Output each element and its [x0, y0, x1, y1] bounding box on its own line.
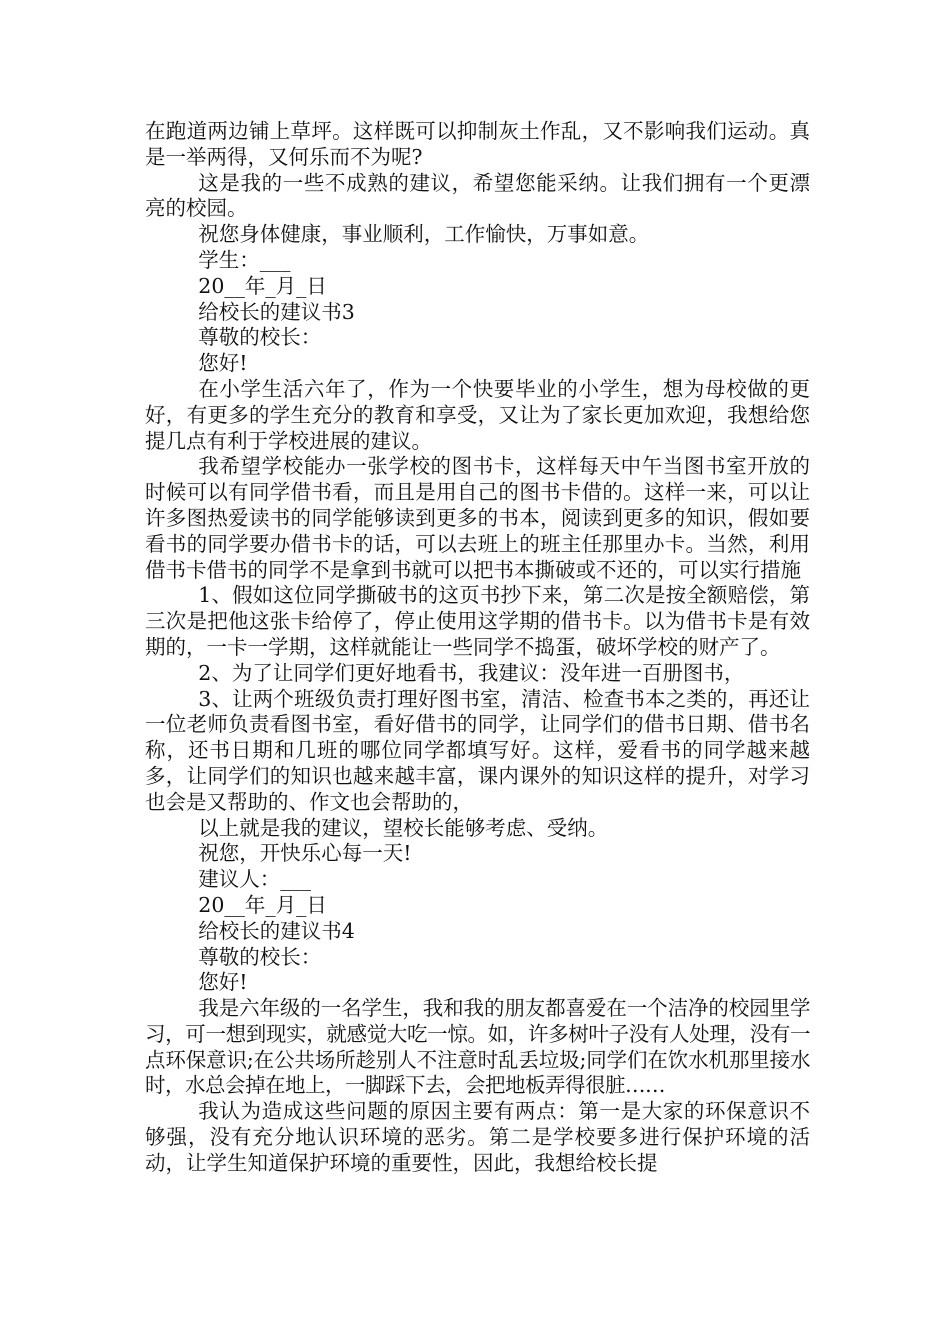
salutation-2: 尊敬的校长：: [198, 944, 322, 969]
paragraph-problems: 我是六年级的一名学生，我和我的朋友都喜爱在一个洁净的校园里学习，可一想到现实，就感觉大吃一惊。如，许多树叶子没有人处理，没有一点环保意识;在公共场所趁别人不注意时乱丢垃圾;同学们在饮水机那里接水时，水总会掉在地上，一脚踩下去，会把地板弄得很脏……: [145, 996, 810, 1098]
paragraph-wishes-2: 祝您，开快乐心每一天!: [198, 841, 412, 866]
document-body: [145, 119, 810, 1177]
greeting: 您好!: [198, 351, 248, 376]
paragraph-measure-3: 3、让两个班级负责打理好图书室，清洁、检查书本之类的，再还让一位老师负责看图书室，看好借书的同学，让同学们的借书日期、借书名称，还书日期和几班的哪位同学都填写好。这样，爱看书的同学越来越多，让同学们的知识也越来越丰富，课内课外的知识这样的提升，对学习也会是又帮助的、作文也会帮助的，: [145, 686, 810, 814]
letter-title-3: 给校长的建议书3: [198, 299, 355, 324]
signature-student: 学生：___: [198, 247, 291, 272]
paragraph-library-card: 我希望学校能办一张学校的图书卡，这样每天中午当图书室开放的时候可以有同学借书看，而且是用自己的图书卡借的。这样一来，可以让许多图热爱读书的同学能够读到更多的书本，阅读到更多的知识，假如要看书的同学要办借书卡的话，可以去班上的班主任那里办卡。当然，利用借书卡借书的同学不是拿到书就可以把书本撕破或不还的，可以实行措施: [145, 454, 810, 582]
salutation: 尊敬的校长：: [198, 325, 322, 350]
paragraph-measure-1: 1、假如这位同学撕破书的这页书抄下来，第二次是按全额赔偿，第三次是把他这张卡给停了，停止使用这学期的借书卡。以为借书卡是有效期的，一卡一学期，这样就能让一些同学不捣蛋，破坏学校的财产了。: [145, 583, 810, 659]
paragraph-wishes: 祝您身体健康，事业顺利，工作愉快，万事如意。: [198, 222, 650, 247]
paragraph-continuation: 在跑道两边铺上草坪。这样既可以抑制灰土作乱，又不影响我们运动。真是一举两得，又何乐而不为呢?: [145, 119, 810, 169]
paragraph-intro: 在小学生活六年了，作为一个快要毕业的小学生，想为母校做的更好，有更多的学生充分的教育和享受，又让为了家长更加欢迎，我想给您提几点有利于学校进展的建议。: [145, 376, 810, 453]
paragraph-measure-2: 2、为了让同学们更好地看书，我建议：没年进一百册图书，: [198, 660, 745, 685]
paragraph-suggestion-closing: 这是我的一些不成熟的建议，希望您能采纳。让我们拥有一个更漂亮的校园。: [145, 170, 810, 221]
signature-proposer: 建议人：___: [198, 867, 312, 892]
paragraph-conclusion: 以上就是我的建议，望校长能够考虑、受纳。: [198, 815, 609, 840]
paragraph-causes: 我认为造成这些问题的原因主要有两点：第一是大家的环保意识不够强，没有充分地认识环境的恶劣。第二是学校要多进行保护环境的活动，让学生知道保护环境的重要性，因此，我想给校长提: [145, 1099, 810, 1175]
greeting-2: 您好!: [198, 970, 248, 995]
signature-date-2: 20__年_月_日: [198, 892, 327, 917]
letter-title-4: 给校长的建议书4: [198, 918, 355, 943]
signature-date: 20__年_月_日: [198, 273, 327, 298]
